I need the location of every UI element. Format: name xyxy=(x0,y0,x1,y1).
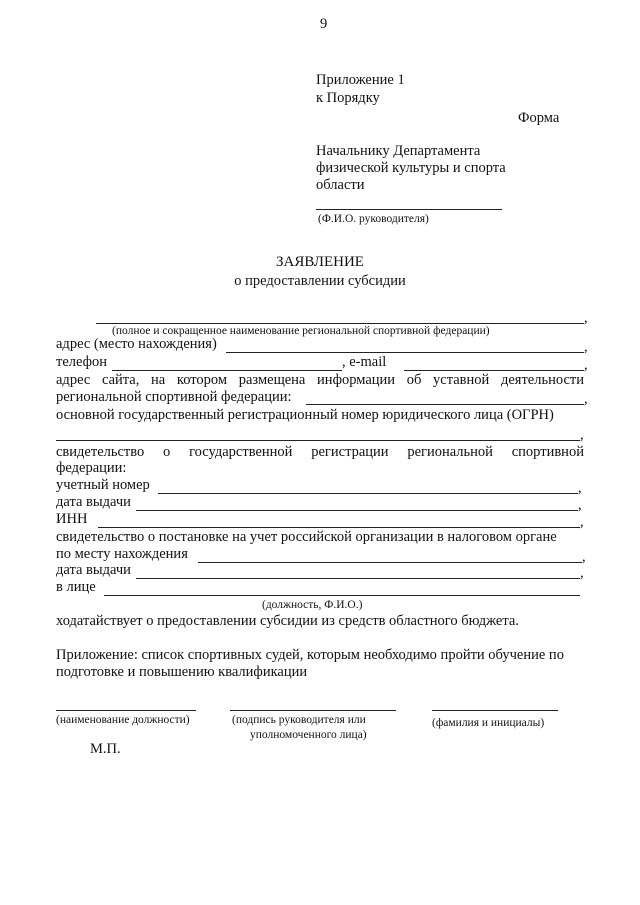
email-label: , e-mail xyxy=(342,354,387,370)
head-name-line xyxy=(316,209,502,210)
tax-registration-line1: свидетельство о постановке на учет российской организации в налоговом органе xyxy=(56,529,557,545)
website-line2: региональной спортивной федерации: xyxy=(56,389,292,405)
issue-date-label-2: дата выдачи xyxy=(56,562,131,578)
inn-line xyxy=(98,527,580,528)
position-caption-signature: (наименование должности) xyxy=(56,714,190,726)
inn-label: ИНН xyxy=(56,511,88,527)
attachment-line1: Приложение: список спортивных судей, которым необходимо пройти обучение по xyxy=(56,647,564,663)
addressee-line1: Начальнику Департамента xyxy=(316,143,481,159)
address-line xyxy=(226,352,584,353)
addressee-line3: области xyxy=(316,177,365,193)
signature-caption-line2: уполномоченного лица) xyxy=(250,729,367,741)
certificate-line2: федерации: xyxy=(56,460,127,476)
appendix-line2: к Порядку xyxy=(316,90,380,106)
addressee-line2: физической культуры и спорта xyxy=(316,160,506,176)
page-number: 9 xyxy=(320,16,328,32)
document-subtitle: о предоставлении субсидии xyxy=(234,273,406,289)
person-line xyxy=(104,595,580,596)
website-line xyxy=(306,404,584,405)
email-line xyxy=(404,370,584,371)
position-caption: (должность, Ф.И.О.) xyxy=(262,599,363,611)
issue-date-line xyxy=(136,510,578,511)
account-number-line xyxy=(158,493,578,494)
name-caption: (фамилия и инициалы) xyxy=(432,717,545,729)
position-signature-line xyxy=(56,710,196,711)
issue-date-line-2 xyxy=(136,578,580,579)
person-label: в лице xyxy=(56,579,96,595)
issue-date-label: дата выдачи xyxy=(56,494,131,510)
name-signature-line xyxy=(432,710,558,711)
account-number-label: учетный номер xyxy=(56,477,150,493)
attachment-line2: подготовке и повышению квалификации xyxy=(56,664,308,680)
phone-line xyxy=(112,370,342,371)
website-line1: адрес сайта, на котором размещена информации об уставной деятельности xyxy=(56,372,584,388)
address-label: адрес (место нахождения) xyxy=(56,336,217,352)
petition-text: ходатайствует о предоставлении субсидии из средств областного бюджета. xyxy=(56,613,519,629)
certificate-line1: свидетельство о государственной регистрации региональной спортивной xyxy=(56,444,584,460)
head-name-caption: (Ф.И.О. руководителя) xyxy=(318,213,429,225)
federation-name-caption: (полное и сокращенное наименование региональной спортивной федерации) xyxy=(112,325,490,337)
form-label: Форма xyxy=(518,110,560,126)
appendix-line1: Приложение 1 xyxy=(316,72,405,88)
signature-caption-line1: (подпись руководителя или xyxy=(232,714,366,726)
stamp-label: М.П. xyxy=(90,741,121,757)
phone-label: телефон xyxy=(56,354,108,370)
tax-location-line xyxy=(198,562,582,563)
ogrn-label: основной государственный регистрационный номер юридического лица (ОГРН) xyxy=(56,407,554,423)
document-title: ЗАЯВЛЕНИЕ xyxy=(276,254,364,270)
tax-location-label: по месту нахождения xyxy=(56,546,188,562)
signature-line xyxy=(230,710,396,711)
ogrn-line xyxy=(56,440,580,441)
